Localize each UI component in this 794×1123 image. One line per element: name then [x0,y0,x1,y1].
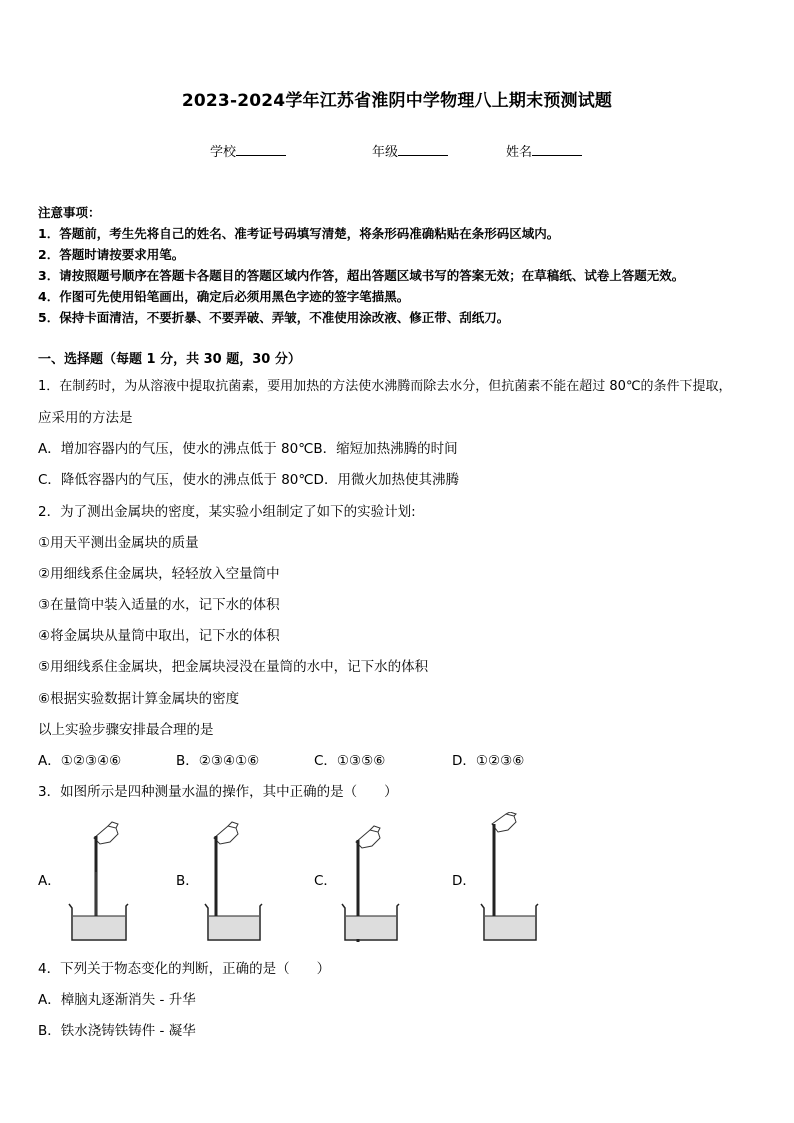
q2-option-d: D．①②③⑥ [452,753,525,769]
q2-stem: 2．为了测出金属块的密度，某实验小组制定了如下的实验计划: [38,504,416,520]
q1-stem-line1: 1．在制药时，为从溶液中提取抗菌素，要用加热的方法使水沸腾而除去水分，但抗菌素不能在超过 80℃的条件下提取， [38,379,732,394]
q3-stem: 3．如图所示是四种测量水温的操作，其中正确的是（ ） [38,784,398,800]
school-field [210,141,286,160]
name-field [506,141,582,160]
thermometer-beaker-d-figure [478,812,548,944]
page-title: 2023-2024学年江苏省淮阴中学物理八上期末预测试题 [181,91,613,111]
notice-item: 2．答题时请按要求用笔。 [38,247,185,262]
grade-label: 年级 [372,145,399,160]
q2-step: ④将金属块从量筒中取出，记下水的体积 [38,628,280,644]
q2-step: ⑤用细线系住金属块，把金属块浸没在量筒的水中，记下水的体积 [38,659,429,675]
name-label: 姓名 [506,145,533,160]
q1-options-line1: A．增加容器内的气压，使水的沸点低于 80℃B．缩短加热沸腾的时间 [38,441,458,457]
q3-label-a: A． [38,873,61,889]
notice-item: 3．请按照题号顺序在答题卡各题目的答题区域内作答，超出答题区域书写的答案无效；在草稿纸、试卷上答题无效。 [38,268,685,283]
notice-item: 1．答题前，考生先将自己的姓名、准考证号码填写清楚，将条形码准确粘贴在条形码区域内。 [38,226,560,241]
q3-label-b: B． [176,873,199,889]
notice-heading: 注意事项： [38,205,101,220]
q3-label-d: D． [452,873,476,889]
thermometer-beaker-a-figure [64,812,134,944]
name-blank[interactable] [532,143,582,156]
q3-label-c: C． [314,873,337,889]
q2-option-a: A．①②③④⑥ [38,753,122,769]
q1-stem-line2: 应采用的方法是 [38,410,133,426]
grade-blank[interactable] [398,143,448,156]
thermometer-beaker-c-figure [338,812,408,944]
q2-step: ⑥根据实验数据计算金属块的密度 [38,691,240,707]
q2-question: 以上实验步骤安排最合理的是 [38,722,214,738]
notice-item: 5．保持卡面清洁，不要折暴、不要弄破、弄皱，不准使用涂改液、修正带、刮纸刀。 [38,310,510,325]
q2-step: ①用天平测出金属块的质量 [38,535,199,551]
q4-stem: 4．下列关于物态变化的判断，正确的是（ ） [38,961,331,977]
q2-step: ③在量筒中装入适量的水，记下水的体积 [38,597,280,613]
q4-option-a: A．樟脑丸逐渐消失 - 升华 [38,992,196,1008]
section-heading: 一、选择题（每题 1 分，共 30 题，30 分） [38,352,301,367]
grade-field [372,141,448,160]
q2-step: ②用细线系住金属块，轻轻放入空量筒中 [38,566,280,582]
q1-options-line2: C．降低容器内的气压，使水的沸点低于 80℃D．用微火加热使其沸腾 [38,472,459,488]
thermometer-beaker-b-figure [200,812,270,944]
school-label: 学校 [210,145,237,160]
q2-option-c: C．①③⑤⑥ [314,753,386,769]
q4-option-b: B．铁水浇铸铁铸件 - 凝华 [38,1023,196,1039]
notice-item: 4．作图可先使用铅笔画出，确定后必须用黑色字迹的签字笔描黑。 [38,289,410,304]
q2-option-b: B．②③④①⑥ [176,753,260,769]
school-blank[interactable] [236,143,286,156]
